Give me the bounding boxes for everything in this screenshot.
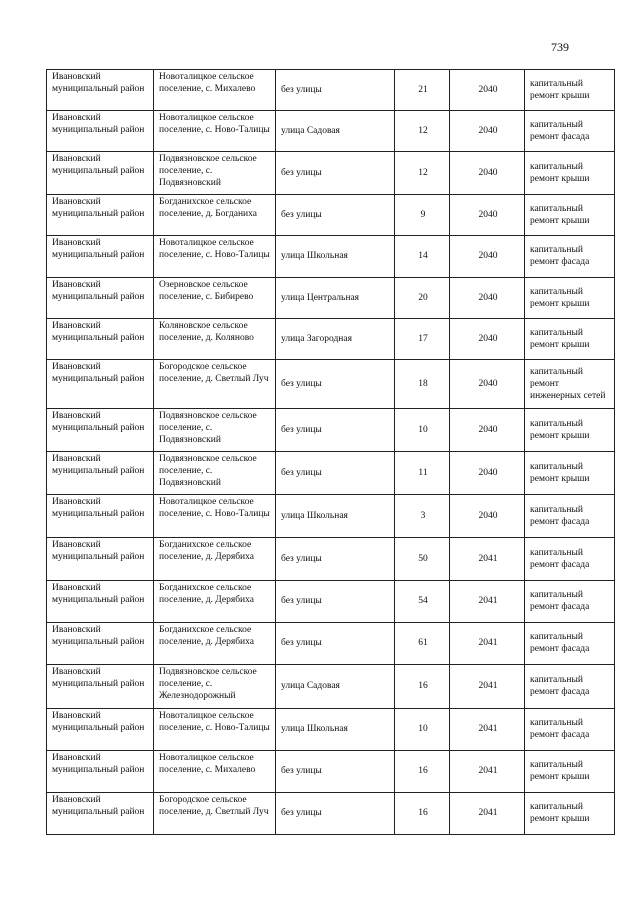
street-cell: без улицы [276,623,395,665]
street-cell: без улицы [276,409,395,452]
year-cell: 2040 [450,360,525,409]
table-row [47,360,615,409]
table-row [47,495,615,538]
district-cell: Ивановский муниципальный район [47,581,154,623]
settlement-cell: Подвязновское сельское поселение, с. Железнодорожный [154,665,276,709]
table-row [47,581,615,623]
year-cell: 2041 [450,751,525,793]
district-cell: Ивановский муниципальный район [47,111,154,152]
work-type-cell: капитальный ремонт крыши [525,278,615,319]
work-type-cell: капитальный ремонт фасада [525,111,615,152]
settlement-cell: Новоталицкое сельское поселение, с. Михалево [154,70,276,111]
house-number-cell: 20 [395,278,450,319]
year-cell: 2040 [450,495,525,538]
house-number-cell: 11 [395,452,450,495]
street-cell: улица Садовая [276,111,395,152]
work-type-cell: капитальный ремонт фасада [525,495,615,538]
year-cell: 2041 [450,581,525,623]
settlement-cell: Озерновское сельское поселение, с. Бибирево [154,278,276,319]
street-cell: улица Загородная [276,319,395,360]
work-type-cell: капитальный ремонт крыши [525,452,615,495]
settlement-cell: Коляновское сельское поселение, д. Коляново [154,319,276,360]
settlement-cell: Богданихское сельское поселение, д. Дерябиха [154,538,276,581]
settlement-cell: Богданихское сельское поселение, д. Дерябиха [154,581,276,623]
settlement-cell: Новоталицкое сельское поселение, с. Ново-Талицы [154,709,276,751]
street-cell: без улицы [276,581,395,623]
year-cell: 2040 [450,195,525,236]
settlement-cell: Богданихское сельское поселение, д. Дерябиха [154,623,276,665]
house-number-cell: 16 [395,665,450,709]
settlement-cell: Подвязновское сельское поселение, с. Подвязновский [154,409,276,452]
house-number-cell: 12 [395,152,450,195]
table-row [47,623,615,665]
district-cell: Ивановский муниципальный район [47,793,154,835]
table-row [47,70,615,111]
year-cell: 2041 [450,538,525,581]
table-row [47,452,615,495]
street-cell: улица Школьная [276,236,395,278]
house-number-cell: 14 [395,236,450,278]
year-cell: 2040 [450,278,525,319]
street-cell: без улицы [276,70,395,111]
year-cell: 2041 [450,793,525,835]
work-type-cell: капитальный ремонт фасада [525,538,615,581]
housing-repair-table [46,69,615,835]
district-cell: Ивановский муниципальный район [47,152,154,195]
work-type-cell: капитальный ремонт крыши [525,195,615,236]
table-row [47,709,615,751]
district-cell: Ивановский муниципальный район [47,236,154,278]
settlement-cell: Богородское сельское поселение, д. Светлый Луч [154,360,276,409]
settlement-cell: Подвязновское сельское поселение, с. Подвязновский [154,152,276,195]
work-type-cell: капитальный ремонт фасада [525,709,615,751]
year-cell: 2040 [450,452,525,495]
table-row [47,152,615,195]
year-cell: 2040 [450,152,525,195]
work-type-cell: капитальный ремонт фасада [525,581,615,623]
table-row [47,236,615,278]
settlement-cell: Новоталицкое сельское поселение, с. Ново-Талицы [154,495,276,538]
year-cell: 2040 [450,236,525,278]
work-type-cell: капитальный ремонт крыши [525,70,615,111]
work-type-cell: капитальный ремонт инженерных сетей [525,360,615,409]
street-cell: улица Школьная [276,709,395,751]
table-row [47,409,615,452]
street-cell: без улицы [276,152,395,195]
house-number-cell: 21 [395,70,450,111]
house-number-cell: 10 [395,409,450,452]
street-cell: улица Центральная [276,278,395,319]
house-number-cell: 12 [395,111,450,152]
district-cell: Ивановский муниципальный район [47,623,154,665]
district-cell: Ивановский муниципальный район [47,495,154,538]
work-type-cell: капитальный ремонт фасада [525,623,615,665]
year-cell: 2041 [450,623,525,665]
table-row [47,278,615,319]
page-number: 739 [551,40,569,54]
house-number-cell: 3 [395,495,450,538]
street-cell: без улицы [276,452,395,495]
house-number-cell: 61 [395,623,450,665]
work-type-cell: капитальный ремонт крыши [525,409,615,452]
district-cell: Ивановский муниципальный район [47,538,154,581]
work-type-cell: капитальный ремонт фасада [525,236,615,278]
year-cell: 2040 [450,111,525,152]
street-cell: без улицы [276,751,395,793]
table-row [47,665,615,709]
year-cell: 2040 [450,70,525,111]
house-number-cell: 18 [395,360,450,409]
house-number-cell: 16 [395,793,450,835]
table-row [47,538,615,581]
work-type-cell: капитальный ремонт крыши [525,319,615,360]
house-number-cell: 9 [395,195,450,236]
district-cell: Ивановский муниципальный район [47,278,154,319]
street-cell: без улицы [276,195,395,236]
work-type-cell: капитальный ремонт крыши [525,152,615,195]
settlement-cell: Новоталицкое сельское поселение, с. Ново-Талицы [154,236,276,278]
district-cell: Ивановский муниципальный район [47,665,154,709]
work-type-cell: капитальный ремонт крыши [525,751,615,793]
year-cell: 2041 [450,709,525,751]
year-cell: 2040 [450,409,525,452]
work-type-cell: капитальный ремонт фасада [525,665,615,709]
table-row [47,195,615,236]
settlement-cell: Новоталицкое сельское поселение, с. Михалево [154,751,276,793]
district-cell: Ивановский муниципальный район [47,195,154,236]
settlement-cell: Богданихское сельское поселение, д. Богданиха [154,195,276,236]
district-cell: Ивановский муниципальный район [47,452,154,495]
house-number-cell: 50 [395,538,450,581]
street-cell: без улицы [276,538,395,581]
district-cell: Ивановский муниципальный район [47,319,154,360]
street-cell: без улицы [276,793,395,835]
year-cell: 2040 [450,319,525,360]
street-cell: улица Садовая [276,665,395,709]
table-row [47,111,615,152]
house-number-cell: 54 [395,581,450,623]
street-cell: улица Школьная [276,495,395,538]
settlement-cell: Богородское сельское поселение, д. Светлый Луч [154,793,276,835]
house-number-cell: 16 [395,751,450,793]
settlement-cell: Новоталицкое сельское поселение, с. Ново-Талицы [154,111,276,152]
house-number-cell: 17 [395,319,450,360]
street-cell: без улицы [276,360,395,409]
table-row [47,319,615,360]
district-cell: Ивановский муниципальный район [47,709,154,751]
table-row [47,793,615,835]
table-body [47,70,615,835]
house-number-cell: 10 [395,709,450,751]
district-cell: Ивановский муниципальный район [47,360,154,409]
settlement-cell: Подвязновское сельское поселение, с. Подвязновский [154,452,276,495]
year-cell: 2041 [450,665,525,709]
district-cell: Ивановский муниципальный район [47,70,154,111]
district-cell: Ивановский муниципальный район [47,409,154,452]
table-row [47,751,615,793]
district-cell: Ивановский муниципальный район [47,751,154,793]
work-type-cell: капитальный ремонт крыши [525,793,615,835]
